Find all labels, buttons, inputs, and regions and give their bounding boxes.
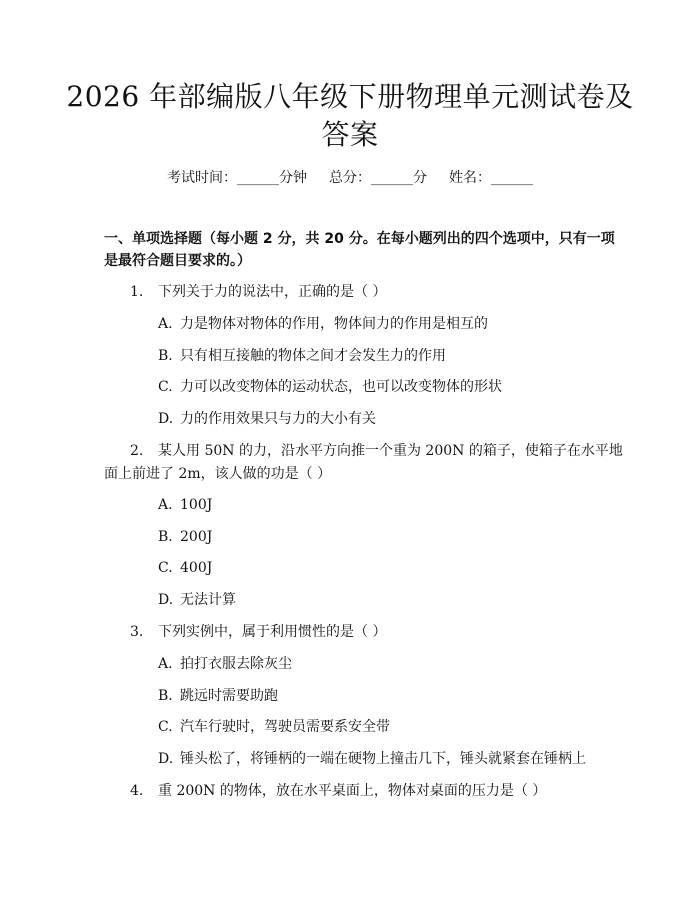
option-letter: B. bbox=[158, 529, 173, 545]
option-text: 无法计算 bbox=[180, 592, 236, 608]
question-1 bbox=[130, 282, 386, 302]
option-2a bbox=[158, 495, 212, 515]
total-score: 总分：______分 bbox=[329, 170, 427, 186]
option-text: 锤头松了，将锤柄的一端在硬物上撞击几下，锤头就紧套在锤柄上 bbox=[180, 751, 586, 767]
option-text: 100J bbox=[180, 497, 213, 513]
question-text-line-1: 某人用 50N 的力，沿水平方向推一个重为 200N 的箱子，使箱子在水平地 bbox=[158, 443, 623, 459]
exam-meta bbox=[0, 168, 700, 188]
section-heading-line-1: 一、单项选择题（每小题 2 分，共 20 分。在每小题列出的四个选项中，只有一项 bbox=[104, 231, 615, 247]
option-text: 力是物体对物体的作用，物体间力的作用是相互的 bbox=[180, 316, 488, 332]
option-1d bbox=[158, 409, 376, 429]
title-line-2: 答案 bbox=[321, 118, 379, 151]
exam-time: 考试时间：______分钟 bbox=[167, 170, 307, 186]
question-text: 下列实例中，属于利用惯性的是（ ） bbox=[158, 624, 387, 640]
option-1c bbox=[158, 377, 502, 397]
question-number: 4. bbox=[130, 783, 144, 799]
option-3b bbox=[158, 686, 278, 706]
question-number: 1. bbox=[130, 284, 144, 300]
option-letter: D. bbox=[158, 411, 174, 427]
question-number: 2. bbox=[130, 443, 144, 459]
option-3c bbox=[158, 717, 390, 737]
option-letter: C. bbox=[158, 719, 173, 735]
section-heading bbox=[104, 228, 615, 272]
option-text: 200J bbox=[180, 529, 213, 545]
option-1a bbox=[158, 314, 488, 334]
question-text-line-2: 面上前进了 2m，该人做的功是（ ） bbox=[104, 466, 332, 482]
option-letter: A. bbox=[158, 656, 173, 672]
title-line-1: 2026 年部编版八年级下册物理单元测试卷及 bbox=[66, 80, 634, 113]
question-2 bbox=[130, 441, 623, 461]
option-2c bbox=[158, 558, 212, 578]
option-letter: C. bbox=[158, 379, 173, 395]
option-1b bbox=[158, 346, 446, 366]
option-letter: D. bbox=[158, 751, 174, 767]
option-2b bbox=[158, 527, 212, 547]
question-3 bbox=[130, 622, 386, 642]
option-letter: C. bbox=[158, 560, 173, 576]
question-2-continued bbox=[104, 464, 331, 484]
question-text: 下列关于力的说法中，正确的是（ ） bbox=[158, 284, 387, 300]
question-4 bbox=[130, 781, 546, 801]
option-3a bbox=[158, 654, 292, 674]
option-2d bbox=[158, 590, 236, 610]
option-3d bbox=[158, 749, 586, 769]
option-letter: A. bbox=[158, 316, 173, 332]
option-text: 400J bbox=[180, 560, 213, 576]
option-text: 力的作用效果只与力的大小有关 bbox=[180, 411, 376, 427]
option-text: 拍打衣服去除灰尘 bbox=[180, 656, 292, 672]
question-number: 3. bbox=[130, 624, 144, 640]
option-text: 只有相互接触的物体之间才会发生力的作用 bbox=[180, 348, 446, 364]
option-text: 汽车行驶时，驾驶员需要系安全带 bbox=[180, 719, 390, 735]
option-letter: D. bbox=[158, 592, 174, 608]
question-text: 重 200N 的物体，放在水平桌面上，物体对桌面的压力是（ ） bbox=[158, 783, 547, 799]
option-letter: B. bbox=[158, 348, 173, 364]
option-text: 力可以改变物体的运动状态，也可以改变物体的形状 bbox=[180, 379, 502, 395]
option-letter: A. bbox=[158, 497, 173, 513]
option-text: 跳远时需要助跑 bbox=[180, 688, 278, 704]
section-heading-line-2: 是最符合题目要求的。） bbox=[104, 253, 251, 269]
document-title bbox=[60, 78, 640, 154]
student-name: 姓名：______ bbox=[449, 170, 533, 186]
option-letter: B. bbox=[158, 688, 173, 704]
